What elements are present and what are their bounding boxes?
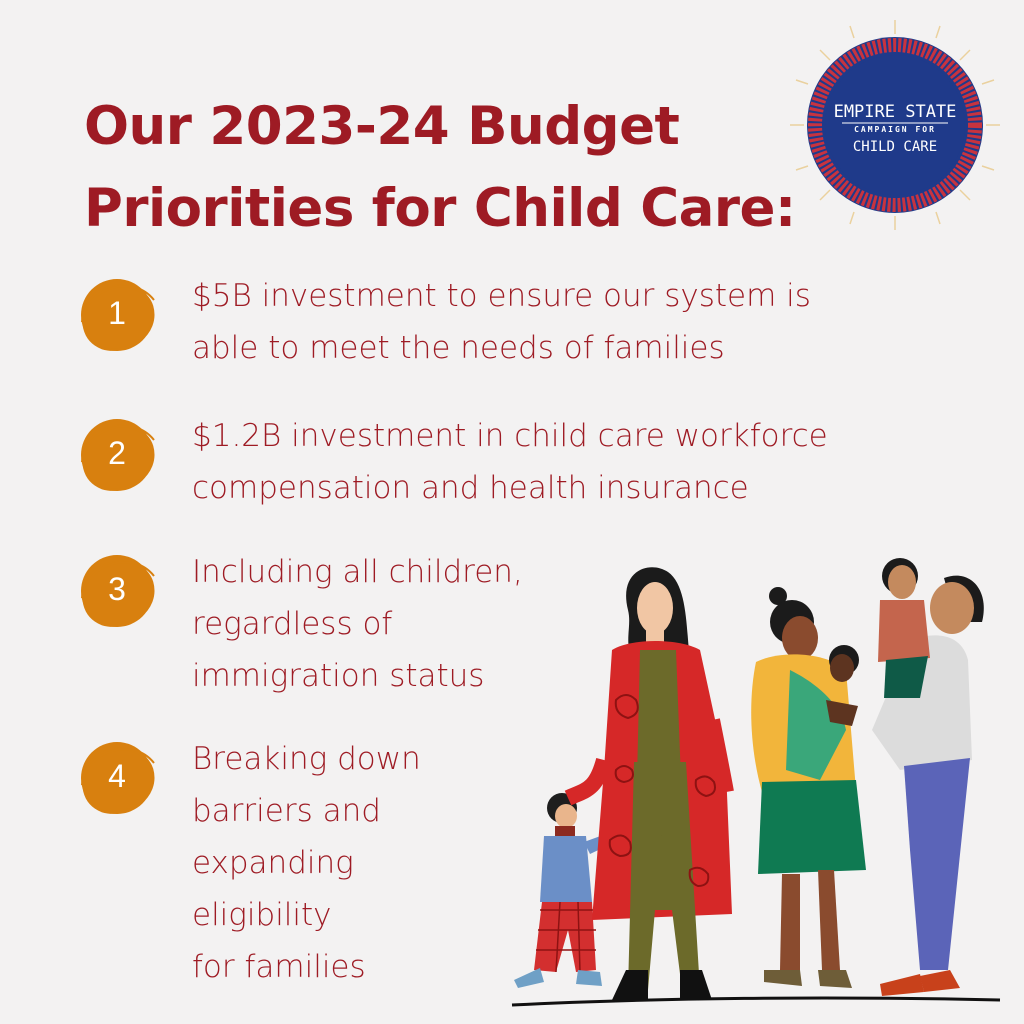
priority-line: regardless of [192,606,393,642]
priority-text [192,270,811,374]
man-holding-child-figure [872,558,984,996]
empire-state-campaign-logo [790,20,1000,230]
family-illustration [500,530,1020,1020]
title-line-2: Priorities for Child Care: [84,178,796,239]
badge-number: 1 [108,294,126,331]
logo-line-1: EMPIRE STATE [833,102,957,122]
priority-line: Breaking down [192,741,421,777]
badge-number: 4 [108,757,126,794]
priority-line: eligibility [192,897,332,933]
priority-line: able to meet the needs of families [192,330,725,366]
logo-line-3: CHILD CARE [852,139,938,155]
title-line-1: Our 2023-24 Budget [84,96,680,157]
badge-number: 3 [108,570,126,607]
priority-line: barriers and [192,793,381,829]
priority-line: $5B investment to ensure our system is [192,278,811,314]
page-title [84,86,844,250]
logo-line-2: CAMPAIGN FOR [854,125,936,134]
priority-line: immigration status [192,658,485,694]
priority-text [192,546,523,702]
woman-holding-baby-figure [751,587,866,988]
priority-text [192,410,828,514]
priority-line: $1.2B investment in child care workforce [192,418,828,454]
priority-line: Including all children, [192,554,523,590]
priority-text [192,733,421,993]
priority-line: compensation and health insurance [192,470,749,506]
badge-number: 2 [108,434,126,471]
priority-line: for families [192,949,366,985]
priority-line: expanding [192,845,354,881]
